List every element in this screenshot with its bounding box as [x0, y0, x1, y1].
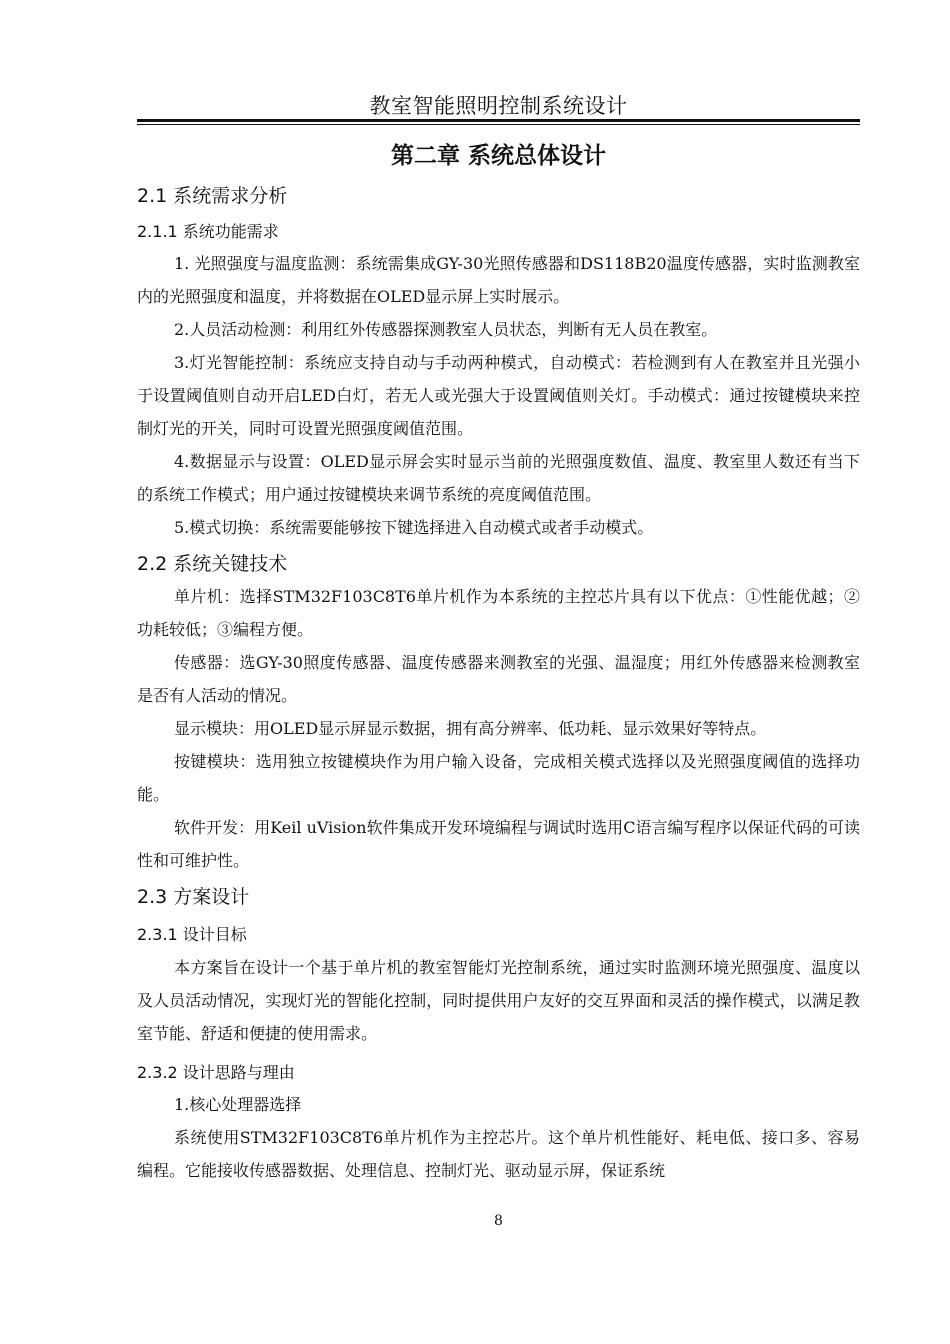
paragraph: 2.人员活动检测：利用红外传感器探测教室人员状态，判断有无人员在教室。	[174, 320, 718, 339]
header-rule-thick	[137, 119, 860, 122]
paragraph: 3.灯光智能控制：系统应支持自动与手动两种模式，自动模式：若检测到有人在教室并且光强小于设置阈值则自动开启LED白灯，若无人或光强大于设置阈值则关灯。手动模式：通过按键模块来控制灯光的开关，同时可设置光照强度阈值范围。	[137, 353, 860, 438]
page-number: 8	[494, 1213, 503, 1229]
subsection-heading-2-1-1: 2.1.1 系统功能需求	[137, 222, 279, 241]
paragraph: 本方案旨在设计一个基于单片机的教室智能灯光控制系统，通过实时监测环境光照强度、温度以及人员活动情况，实现灯光的智能化控制，同时提供用户友好的交互界面和灵活的操作模式，以满足教室节能、舒适和便捷的使用需求。	[137, 958, 860, 1043]
section-heading-2-1: 2.1 系统需求分析	[137, 185, 288, 207]
subsection-heading-2-3-2: 2.3.2 设计思路与理由	[137, 1063, 295, 1082]
paragraph: 单片机：选择STM32F103C8T6单片机作为本系统的主控芯片具有以下优点：①性能优越；②功耗较低；③编程方便。	[137, 587, 860, 639]
chapter-title: 第二章 系统总体设计	[390, 143, 606, 169]
subsection-heading-2-3-1: 2.3.1 设计目标	[137, 925, 247, 944]
header-rule-thin	[137, 124, 860, 125]
paragraph: 按键模块：选用独立按键模块作为用户输入设备，完成相关模式选择以及光照强度阈值的选择功能。	[137, 752, 860, 804]
section-heading-2-3: 2.3 方案设计	[137, 886, 250, 908]
paragraph: 系统使用STM32F103C8T6单片机作为主控芯片。这个单片机性能好、耗电低、接口多、容易编程。它能接收传感器数据、处理信息、控制灯光、驱动显示屏，保证系统	[137, 1128, 860, 1180]
section-heading-2-2: 2.2 系统关键技术	[137, 553, 288, 575]
paragraph: 5.模式切换：系统需要能够按下键选择进入自动模式或者手动模式。	[174, 518, 654, 537]
paragraph: 软件开发：用Keil uVision软件集成开发环境编程与调试时选用C语言编写程序以保证代码的可读性和可维护性。	[137, 818, 860, 870]
paragraph: 4.数据显示与设置：OLED显示屏会实时显示当前的光照强度数值、温度、教室里人数还有当下的系统工作模式；用户通过按键模块来调节系统的亮度阈值范围。	[137, 452, 860, 504]
paragraph: 显示模块：用OLED显示屏显示数据，拥有高分辨率、低功耗、显示效果好等特点。	[174, 719, 767, 738]
paragraph: 1. 光照强度与温度监测：系统需集成GY-30光照传感器和DS118B20温度传感器，实时监测教室内的光照强度和温度，并将数据在OLED显示屏上实时展示。	[137, 254, 860, 306]
paragraph: 1.核心处理器选择	[174, 1095, 302, 1114]
running-header: 教室智能照明控制系统设计	[369, 94, 628, 118]
paragraph: 传感器：选GY-30照度传感器、温度传感器来测教室的光强、温湿度；用红外传感器来检测教室是否有人活动的情况。	[137, 653, 860, 705]
